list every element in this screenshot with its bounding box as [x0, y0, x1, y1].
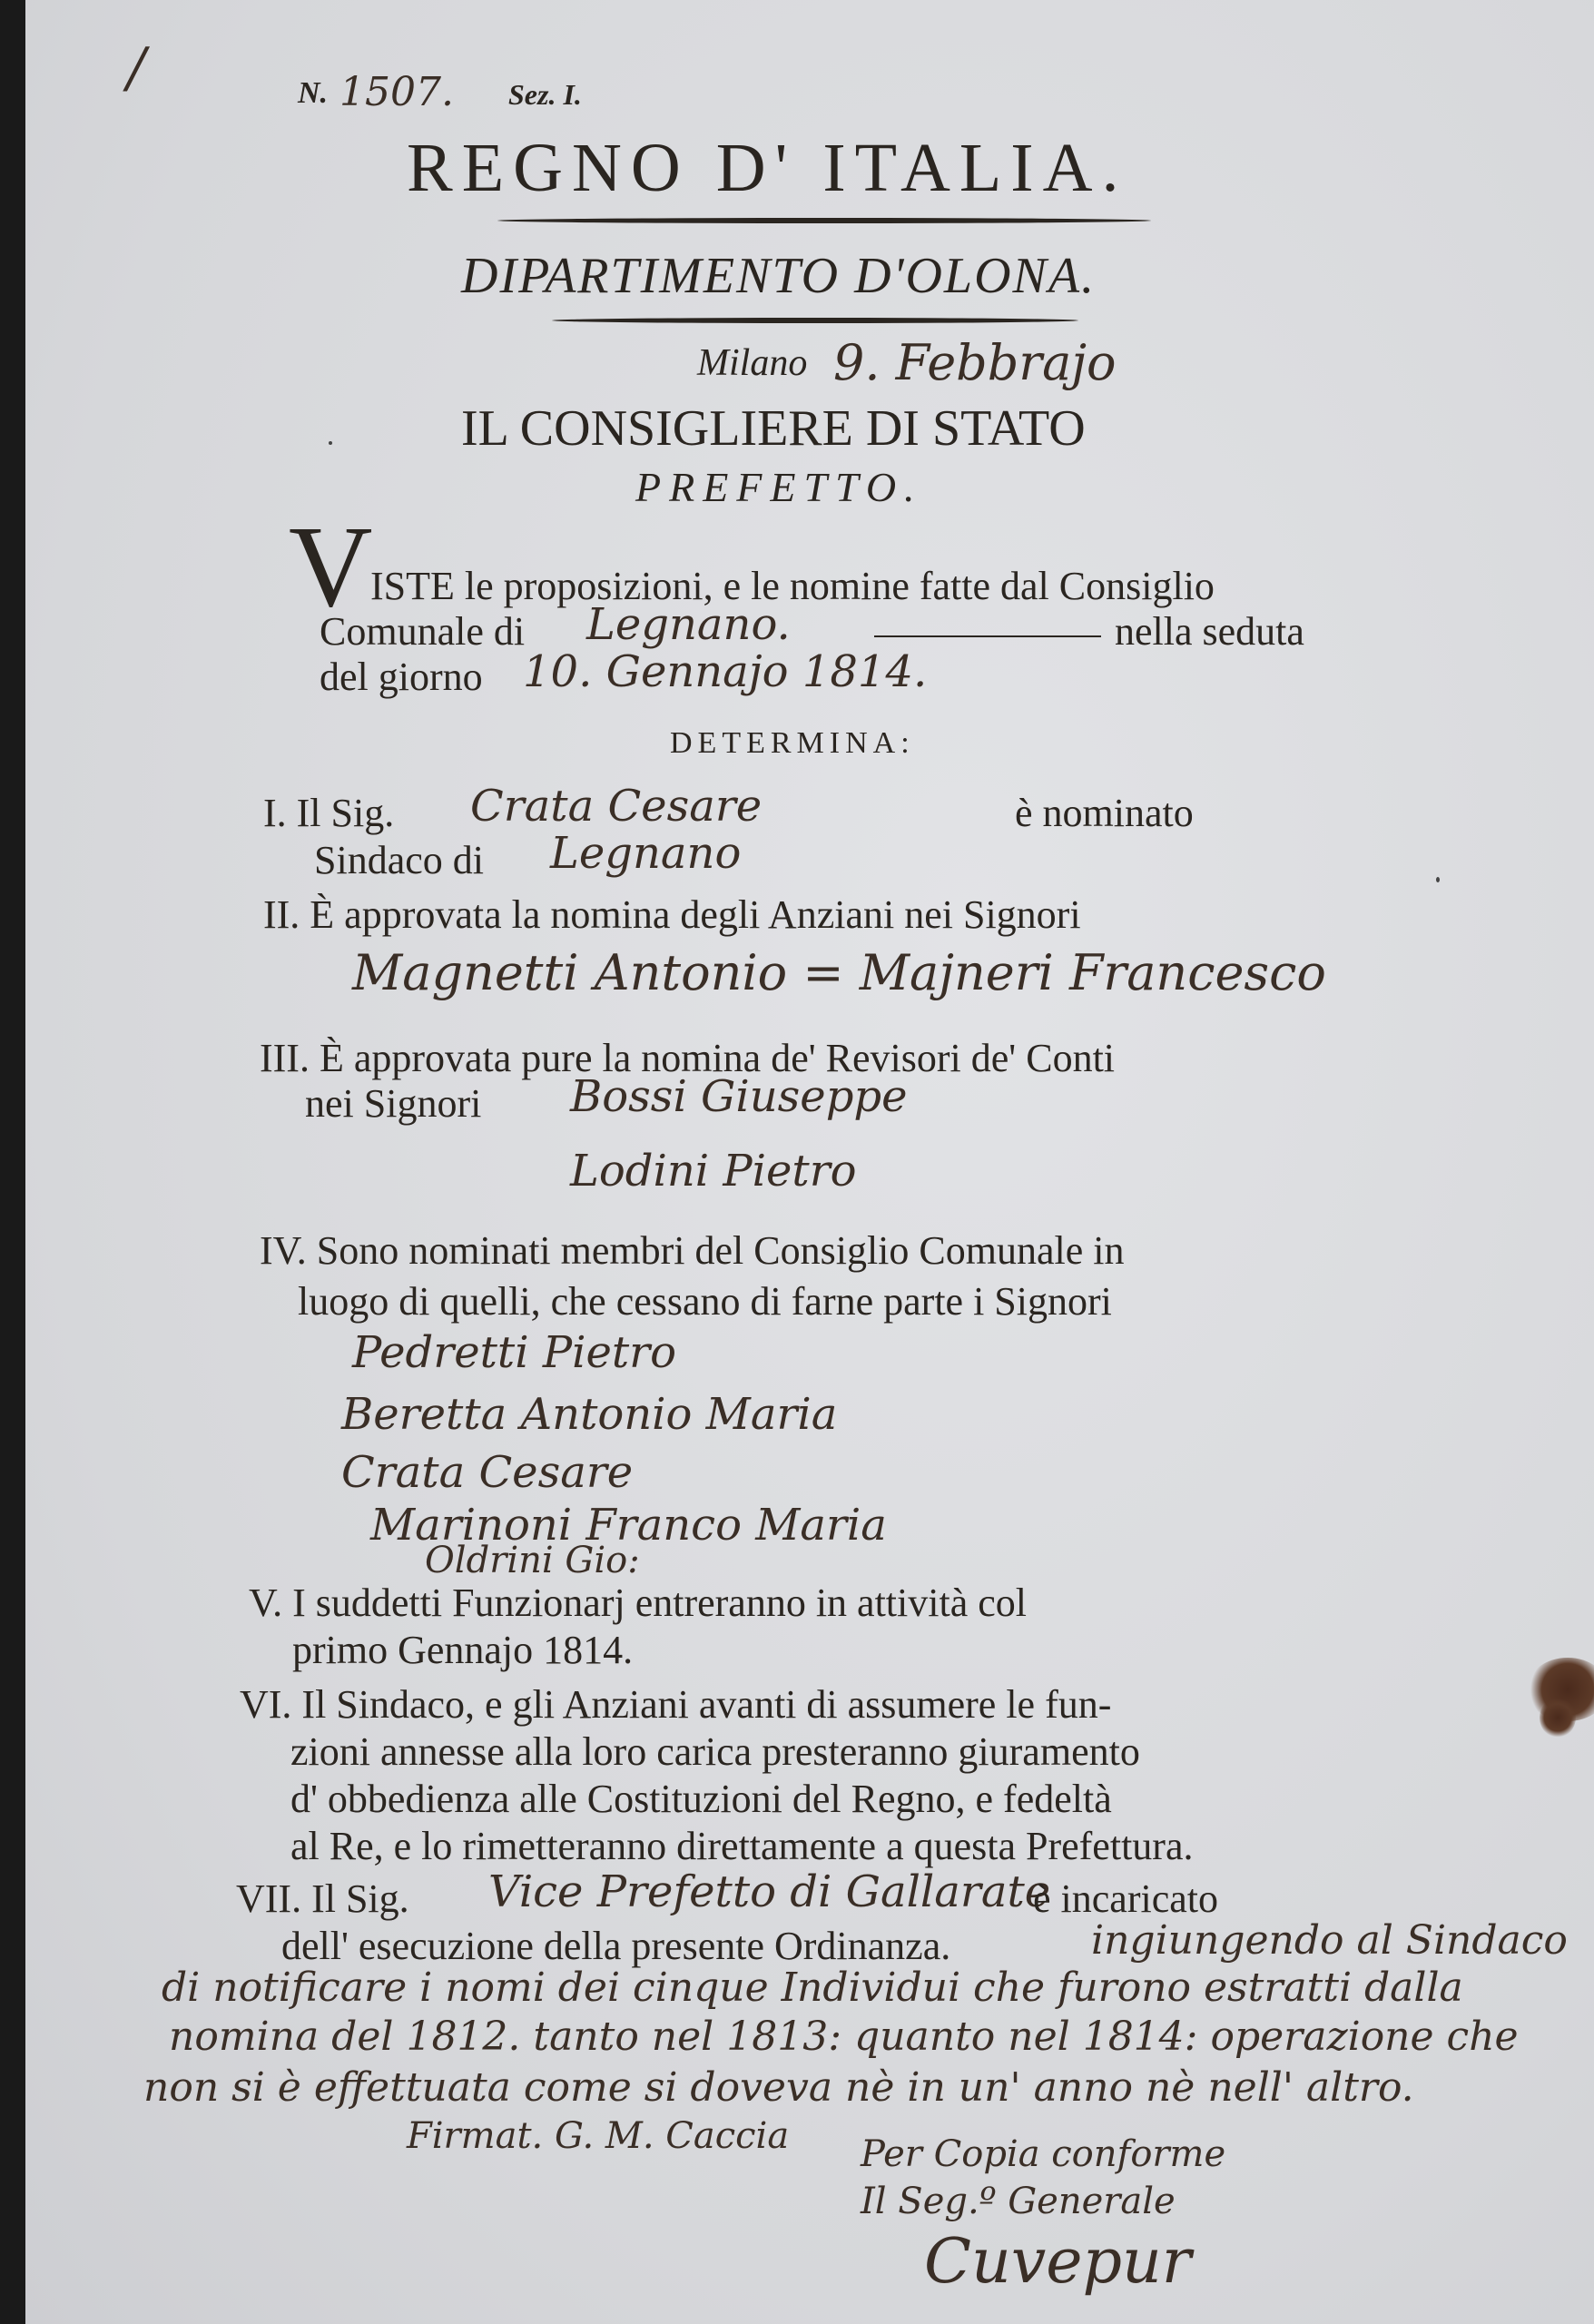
preamble-line-1: ISTE le proposizioni, e le nomine fatte dal Consiglio — [370, 564, 1215, 608]
copia-conforme: Per Copia conforme — [861, 2133, 1226, 2175]
document-title: REGNO D' ITALIA. — [407, 130, 1128, 206]
council-member: Marinoni Franco Maria — [370, 1500, 887, 1551]
article-vii-a: VII. Il Sig. — [236, 1876, 409, 1921]
postscript-line: non si è effettuata come si doveva nè in un' anno nè nell' altro. — [143, 2064, 1414, 2111]
speck — [1436, 877, 1440, 882]
article-vi-1: VI. Il Sindaco, e gli Anziani avanti di assumere le fun- — [240, 1682, 1112, 1727]
firmato: Firmat. G. M. Caccia — [407, 2115, 790, 2157]
ink-stain — [1540, 1698, 1576, 1738]
place: Milano — [697, 342, 808, 384]
article-iii-hand-1: Bossi Giuseppe — [570, 1071, 908, 1122]
segretario-generale: Il Seg.º Generale — [861, 2181, 1176, 2222]
preamble-line-2a: Comunale di — [320, 609, 526, 654]
drop-cap: V — [289, 502, 373, 631]
signature: Cuvepur — [924, 2226, 1192, 2298]
office-sub: PREFETTO. — [635, 464, 923, 510]
article-vi-4: al Re, e lo rimetteranno direttamente a questa Prefettura. — [290, 1824, 1194, 1868]
corner-mark: / — [127, 36, 146, 100]
document-sheet — [25, 0, 1594, 2324]
postscript-line: nomina del 1812. tanto nel 1813: quanto nel 1814: operazione che — [169, 2014, 1519, 2060]
article-v-1: V. I suddetti Funzionarj entreranno in attività col — [249, 1581, 1027, 1625]
preamble-line-2b: nella seduta — [1115, 609, 1304, 654]
article-vii-b: è incaricato — [1033, 1876, 1218, 1921]
article-iii-hand-2: Lodini Pietro — [570, 1146, 857, 1196]
article-i-hand: Crata Cesare — [470, 781, 763, 832]
article-iii-1: III. È approvata pure la nomina de' Revisori de' Conti — [260, 1036, 1116, 1080]
article-v-2: primo Gennajo 1814. — [292, 1628, 634, 1672]
article-ii: II. È approvata la nomina degli Anziani nei Signori — [263, 892, 1081, 937]
sezione: Sez. I. — [508, 78, 582, 111]
article-vi-3: d' obbedienza alle Costituzioni del Regno, e fedeltà — [290, 1777, 1112, 1821]
determina: DETERMINA: — [670, 726, 915, 760]
article-iv-2: luogo di quelli, che cessano di farne parte i Signori — [298, 1279, 1112, 1324]
postscript-line: di notificare i nomi dei cinque Individui che furono estratti dalla — [162, 1965, 1463, 2011]
article-i-b: è nominato — [1015, 791, 1194, 835]
article-vii-hand-2: ingiungendo al Sindaco — [1091, 1917, 1568, 1964]
date-hand: 9. Febbrajo — [833, 334, 1117, 391]
preamble-date-hand: 10. Gennajo 1814. — [523, 646, 928, 697]
article-i-line2-hand: Legnano — [550, 828, 742, 879]
article-vii-hand: Vice Prefetto di Gallarate — [488, 1866, 1051, 1917]
article-vii-2: dell' esecuzione della presente Ordinanza. — [281, 1924, 951, 1968]
office: IL CONSIGLIERE DI STATO — [461, 400, 1086, 457]
council-member: Beretta Antonio Maria — [341, 1389, 838, 1440]
article-iii-2: nei Signori — [305, 1081, 482, 1126]
numero-label: N. — [298, 76, 329, 110]
preamble-line-3a: del giorno — [320, 655, 483, 699]
article-ii-hand: Magnetti Antonio = Majneri Francesco — [352, 944, 1326, 1001]
article-i-a: I. Il Sig. — [263, 791, 395, 835]
department-rule — [552, 318, 1078, 323]
council-member: Pedretti Pietro — [352, 1327, 676, 1378]
numero-value: 1507. — [339, 69, 454, 115]
council-member: Crata Cesare — [341, 1447, 634, 1498]
article-iv-1: IV. Sono nominati membri del Consiglio Comunale in — [260, 1228, 1125, 1273]
council-member: Oldrini Gio: — [425, 1540, 640, 1581]
title-rule — [497, 218, 1151, 223]
blank-line — [874, 635, 1101, 637]
preamble-place-hand: Legnano. — [586, 599, 791, 650]
article-vi-2: zioni annesse alla loro carica presteranno giuramento — [290, 1729, 1140, 1774]
speck — [329, 441, 332, 445]
department: DIPARTIMENTO D'OLONA. — [461, 248, 1097, 304]
article-i-line2: Sindaco di — [314, 838, 484, 882]
